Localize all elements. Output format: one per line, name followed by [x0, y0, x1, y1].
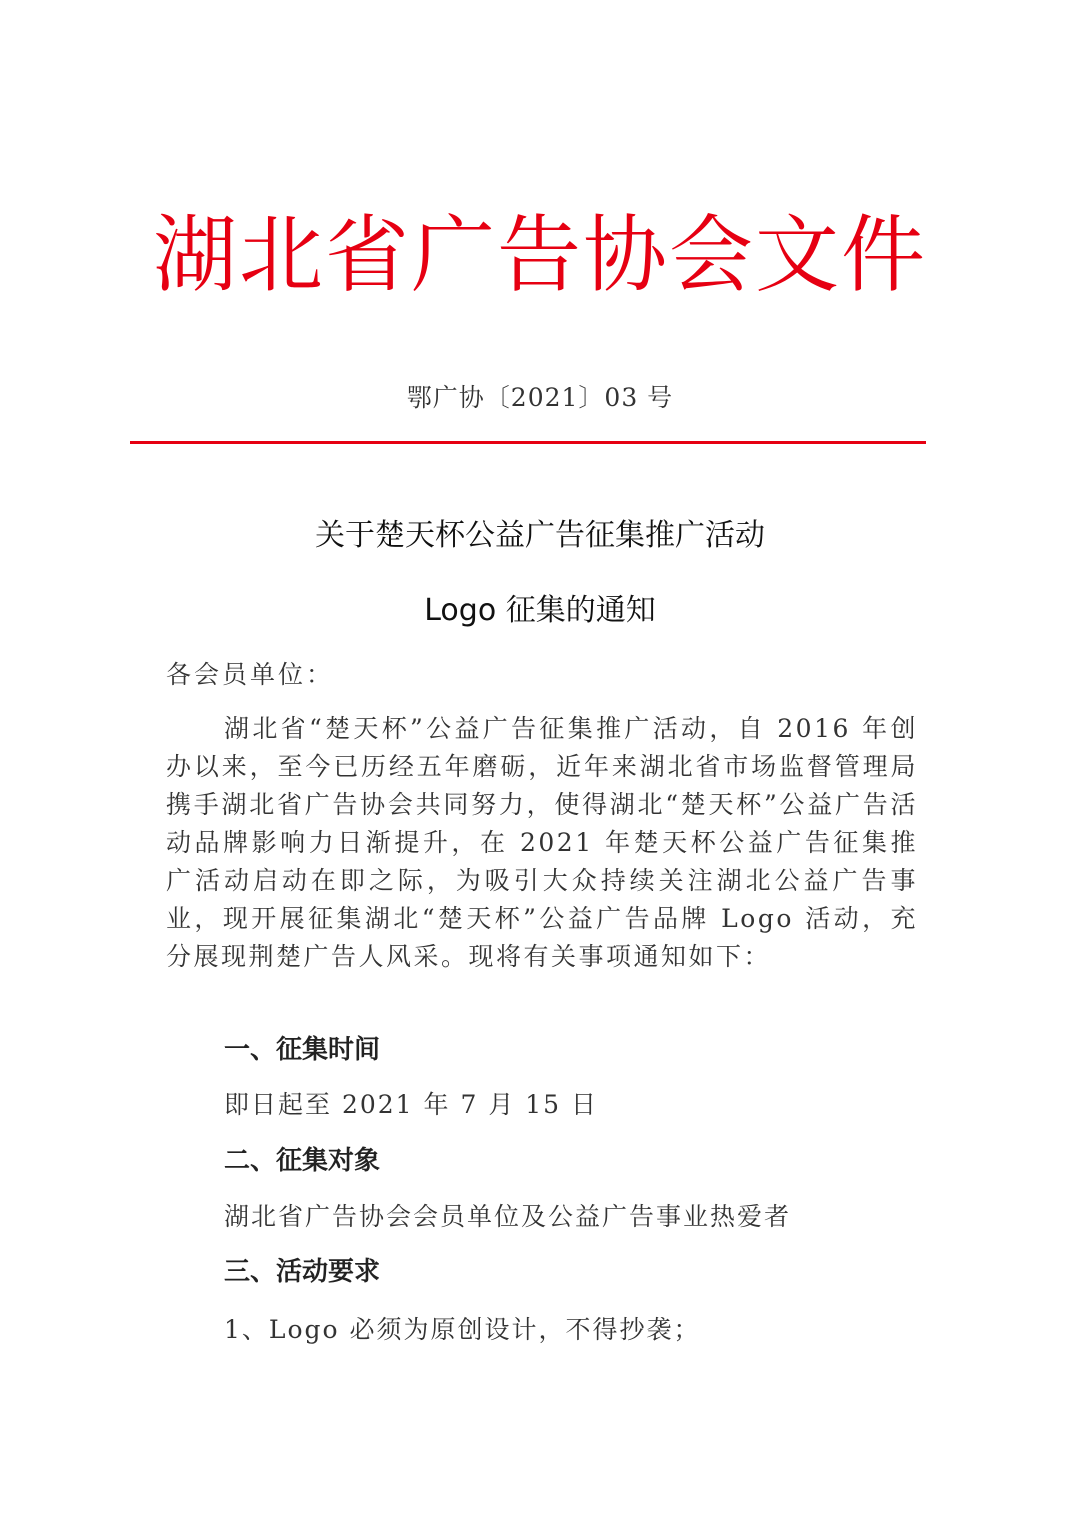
- salutation: 各会员单位：: [166, 660, 335, 689]
- section-text-requirement-1: 1、Logo 必须为原创设计，不得抄袭；: [224, 1315, 701, 1344]
- intro-paragraph: 湖北省“楚天杯”公益广告征集推广活动，自 2016 年创办以来，至今已历经五年磨砺，近年来湖北省市场监督管理局携手湖北省广告协会共同努力，使得湖北“楚天杯”公益广告活动品牌影响力日渐提升，在 2021 年楚天杯公益广告征集推广活动启动在即之际，为吸引大众持续关注湖北公益广告事业，现开展征集湖北“楚天杯”公益广告品牌 Logo 活动，充分展现荆楚广告人风采。现将有关事项通知如下：: [166, 714, 918, 971]
- section-text-target: 湖北省广告协会会员单位及公益广告事业热爱者: [224, 1202, 792, 1231]
- document-header-title: 湖北省广告协会文件: [152, 206, 927, 304]
- section-text-time: 即日起至 2021 年 7 月 15 日: [224, 1090, 599, 1119]
- red-divider-line: [130, 441, 926, 444]
- section-heading-requirements: 三、活动要求: [224, 1257, 381, 1287]
- notice-title-line-1: 关于楚天杯公益广告征集推广活动: [315, 518, 765, 553]
- section-heading-target: 二、征集对象: [224, 1146, 381, 1176]
- section-heading-time: 一、征集时间: [224, 1035, 381, 1065]
- document-number: 鄂广协〔2021〕03 号: [406, 383, 674, 412]
- notice-title-line-2: Logo 征集的通知: [424, 593, 656, 628]
